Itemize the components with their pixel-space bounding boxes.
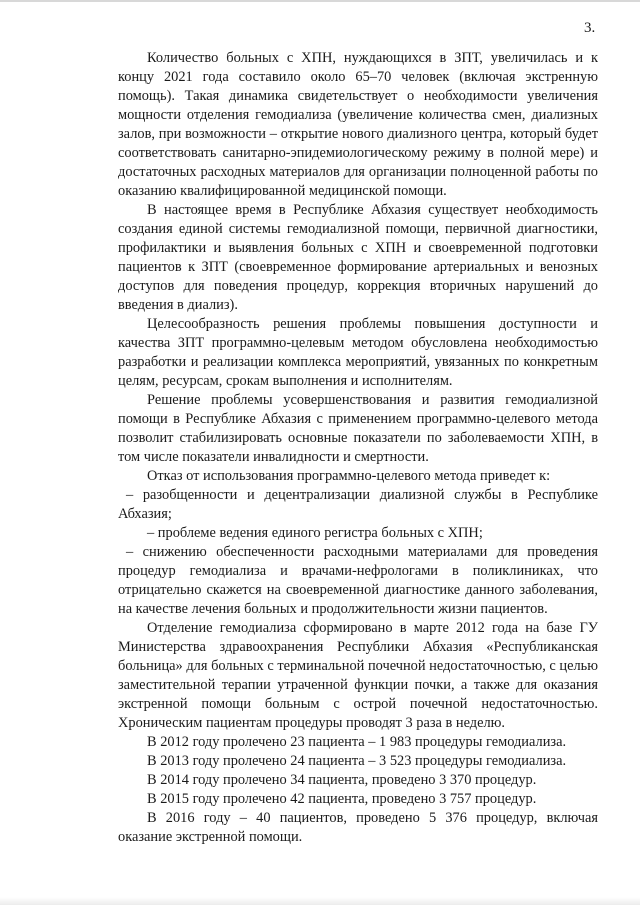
stat-line-2012: В 2012 году пролечено 23 пациента – 1 983 процедуры гемодиализа. [147,734,567,750]
stat-line-2014: В 2014 году пролечено 34 пациента, проведено 3 370 процедур. [147,772,537,788]
stat-line-2013: В 2013 году пролечено 24 пациента – 3 523 процедуры гемодиализа. [147,753,567,769]
scan-edge-bottom [0,897,640,905]
list-item-registry: – проблеме ведения единого регистра больных с ХПН; [147,525,483,541]
paragraph-unified-system: В настоящее время в Республике Абхазия существует необходимость создания единой системы гемодиализной помощи, первичной диагностики, профилактики и выявления больных с ХПН и своевременной подготовки пациентов к ЗПТ (своевременное формирование артериальных и венозных доступов для поведения процедур, коррекция вторичных нарушений до введения в диализ). [118,202,598,313]
list-item-fragmentation: – разобщенности и децентрализации диализной службы в Республике Абхазия; [118,487,598,522]
document-body [118,49,598,847]
page-number: 3. [584,20,596,36]
paragraph-program-method: Целесообразность решения проблемы повышения доступности и качества ЗПТ программно-целевым методом обусловлена необходимостью разработки и реализации комплекса мероприятий, увязанных по конкретным целям, ресурсам, срокам выполнения и исполнителям. [118,316,598,389]
paragraph-refusal-intro: Отказ от использования программно-целевого метода приведет к: [147,468,551,484]
paragraph-patient-count: Количество больных с ХПН, нуждающихся в ЗПТ, увеличилась и к концу 2021 года составило около 65–70 человек (включая экстренную помощь). Такая динамика свидетельствует о необходимости увеличения мощности отделения гемодиализа (увеличение количества смен, диализных залов, при возможности – открытие нового диализного центра, который будет соответствовать санитарно-эпидемиологическому режиму в полной мере) и достаточных расходных материалов для организации полноценной работы по оказанию квалифицированной медицинской помощи. [118,50,598,199]
paragraph-department-history: Отделение гемодиализа сформировано в марте 2012 года на базе ГУ Министерства здравоохранения Республики Абхазия «Республиканская больница» для больных с терминальной почечной недостаточностью, с целью заместительной терапии утраченной функции почки, а также для оказания экстренной помощи больным с острой почечной недостаточностью. Хроническим пациентам процедуры проводят 3 раза в неделю. [118,620,598,731]
paragraph-problem-solution: Решение проблемы усовершенствования и развития гемодиализной помощи в Республике Абхазия с применением программно-целевого метода позволит стабилизировать основные показатели по заболеваемости ХПН, в том числе показатели инвалидности и смертности. [118,392,598,465]
stat-line-2016: В 2016 году – 40 пациентов, проведено 5 376 процедур, включая оказание экстренной помощи. [118,810,598,845]
stat-line-2015: В 2015 году пролечено 42 пациента, проведено 3 757 процедур. [147,791,537,807]
scan-edge-top [0,0,640,2]
list-item-supplies: – снижению обеспеченности расходными материалами для проведения процедур гемодиализа и врачами-нефрологами в поликлиниках, что отрицательно скажется на своевременной диагностике данного заболевания, на качестве лечения больных и продолжительности жизни пациентов. [118,544,598,617]
